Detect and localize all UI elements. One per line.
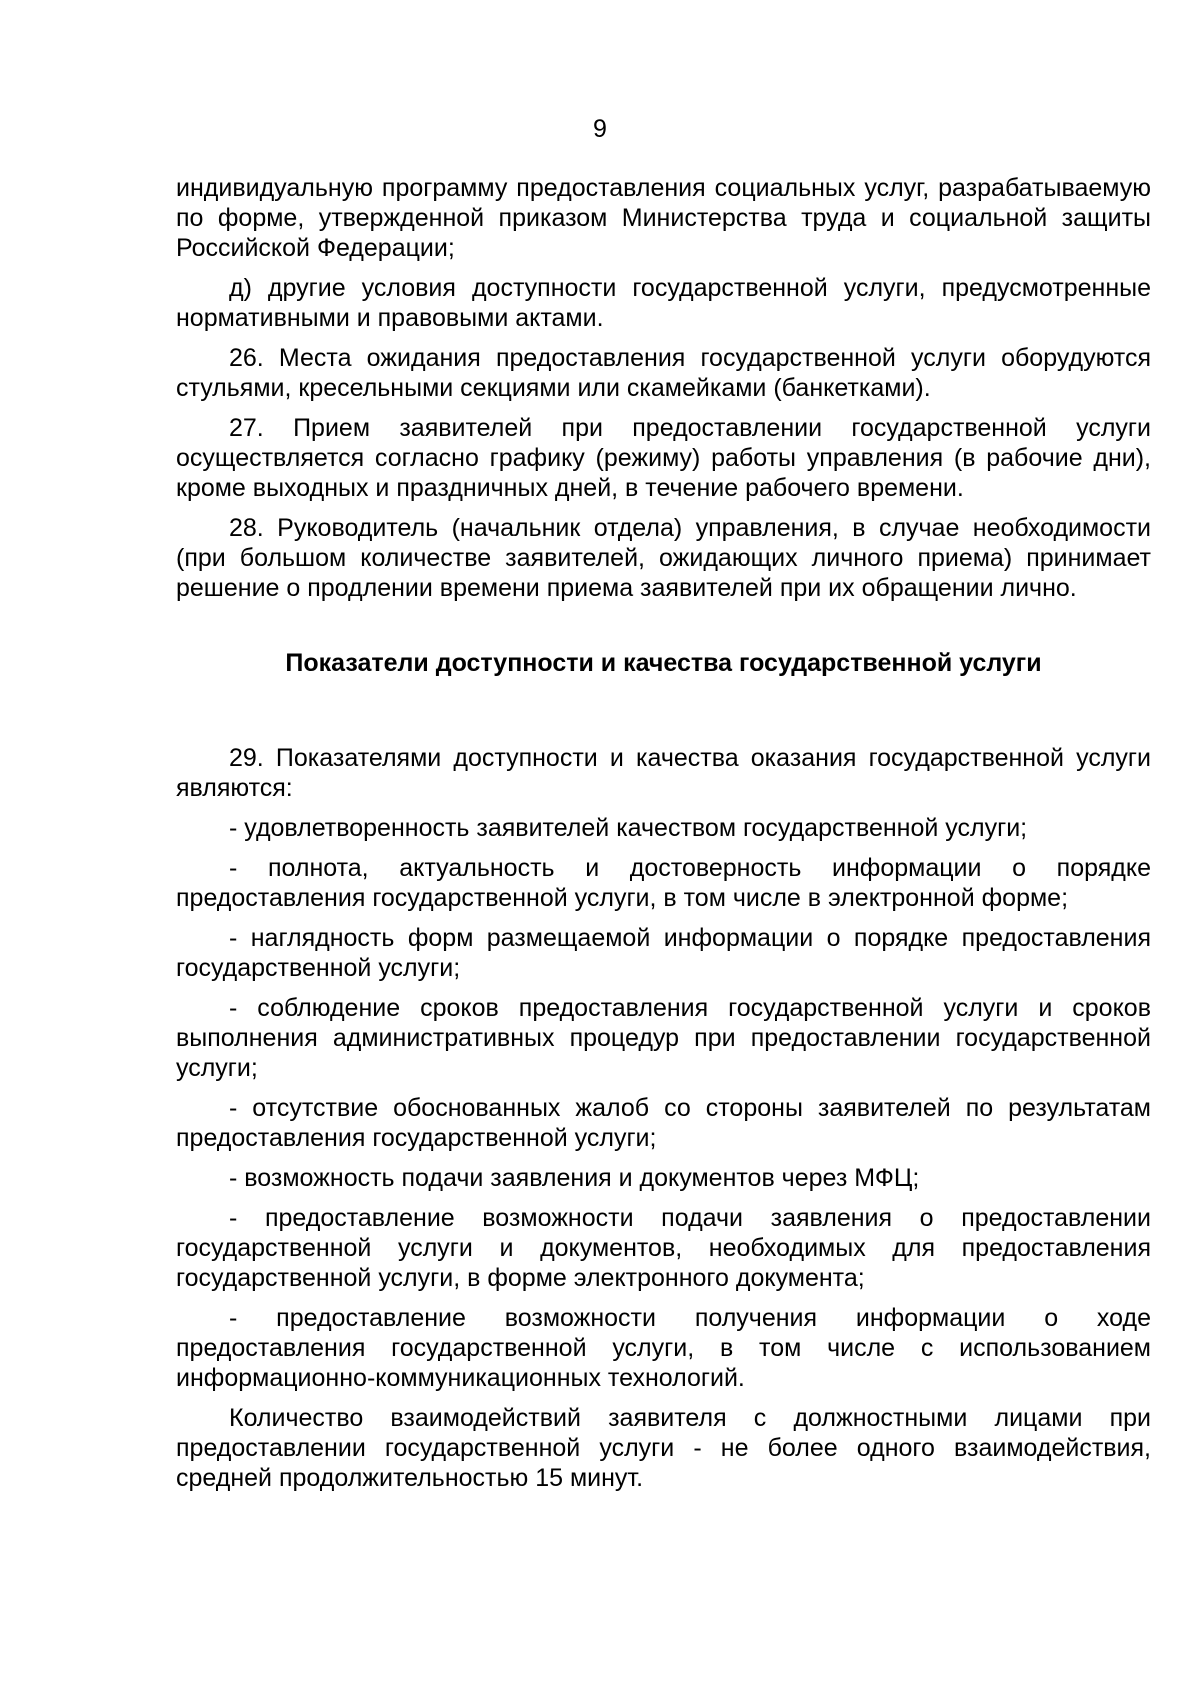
paragraph-item-d: д) другие условия доступности государственной услуги, предусмотренные нормативными и правовыми актами.	[176, 274, 1151, 332]
document-body	[176, 173, 1151, 1503]
list-item: - возможность подачи заявления и документов через МФЦ;	[229, 1164, 920, 1192]
paragraph-26: 26. Места ожидания предоставления государственной услуги оборудуются стульями, кресельными секциями или скамейками (банкетками).	[176, 344, 1151, 402]
list-item: - предоставление возможности подачи заявления о предоставлении государственной услуги и документов, необходимых для предоставления государственной услуги, в форме электронного документа;	[176, 1204, 1151, 1292]
paragraph-28: 28. Руководитель (начальник отдела) управления, в случае необходимости (при большом количестве заявителей, ожидающих личного приема) принимает решение о продлении времени приема заявителей при их обращении лично.	[176, 514, 1151, 602]
list-item: - полнота, актуальность и достоверность информации о порядке предоставления государственной услуги, в том числе в электронной форме;	[176, 854, 1151, 912]
list-item: - соблюдение сроков предоставления государственной услуги и сроков выполнения административных процедур при предоставлении государственной услуги;	[176, 994, 1151, 1082]
list-item: - предоставление возможности получения информации о ходе предоставления государственной услуги, в том числе с использованием информационно-коммуникационных технологий.	[176, 1304, 1151, 1392]
list-item: - удовлетворенность заявителей качеством государственной услуги;	[229, 814, 1028, 842]
paragraph-29: 29. Показателями доступности и качества оказания государственной услуги являются:	[176, 744, 1151, 802]
paragraph-interactions: Количество взаимодействий заявителя с должностными лицами при предоставлении государственной услуги - не более одного взаимодействия, средней продолжительностью 15 минут.	[176, 1404, 1151, 1492]
list-item: - наглядность форм размещаемой информации о порядке предоставления государственной услуги;	[176, 924, 1151, 982]
list-item: - отсутствие обоснованных жалоб со стороны заявителей по результатам предоставления государственной услуги;	[176, 1094, 1151, 1152]
paragraph-27: 27. Прием заявителей при предоставлении государственной услуги осуществляется согласно графику (режиму) работы управления (в рабочие дни), кроме выходных и праздничных дней, в течение рабочего времени.	[176, 414, 1151, 502]
section-heading: Показатели доступности и качества государственной услуги	[285, 649, 1042, 677]
page-number: 9	[593, 115, 607, 143]
paragraph-continuation: индивидуальную программу предоставления социальных услуг, разрабатываемую по форме, утвержденной приказом Министерства труда и социальной защиты Российской Федерации;	[176, 174, 1151, 262]
